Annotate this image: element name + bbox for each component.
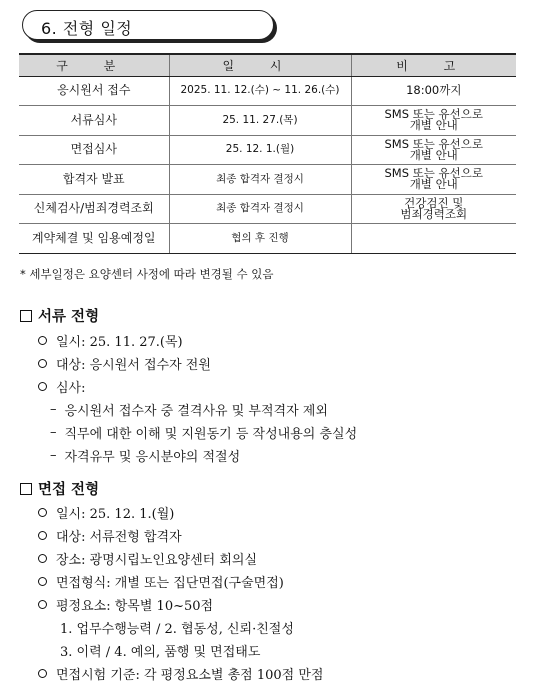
cell-note bbox=[351, 135, 516, 165]
list-item-text: 장소: 광명시립노인요양센터 회의실 bbox=[56, 553, 258, 568]
circle-bullet-icon bbox=[38, 554, 47, 563]
list-item-text: 평정요소: 항목별 10~50점 bbox=[56, 599, 214, 614]
list-item bbox=[38, 377, 86, 396]
header-category: 구 분 bbox=[19, 54, 169, 76]
section-title-box bbox=[22, 10, 274, 40]
circle-bullet-icon bbox=[38, 359, 47, 368]
interview-heading-row bbox=[20, 478, 99, 499]
list-item bbox=[38, 572, 284, 591]
dash-bullet-icon: – bbox=[50, 425, 57, 440]
table-row bbox=[19, 106, 516, 136]
cell-category: 계약체결 및 임용예정일 bbox=[19, 224, 169, 254]
cell-note bbox=[351, 76, 516, 106]
criteria-line: 1. 업무수행능력 / 2. 협동성, 신뢰·친절성 bbox=[60, 622, 294, 637]
note-line: 18:00까지 bbox=[406, 83, 462, 98]
table-row bbox=[19, 135, 516, 165]
circle-bullet-icon bbox=[38, 669, 47, 678]
dash-bullet-icon: – bbox=[50, 402, 57, 417]
circle-bullet-icon bbox=[38, 577, 47, 586]
table-row bbox=[19, 194, 516, 224]
list-item bbox=[38, 331, 183, 350]
list-item bbox=[38, 503, 174, 522]
list-item-text: 일시: 25. 12. 1.(월) bbox=[56, 507, 175, 522]
doc-review-heading-row bbox=[20, 305, 99, 326]
interview-heading: 면접 전형 bbox=[38, 481, 100, 498]
sub-list-item bbox=[50, 446, 240, 465]
criteria-line: 3. 이력 / 4. 예의, 품행 및 면접태도 bbox=[60, 645, 261, 660]
cell-category: 응시원서 접수 bbox=[19, 76, 169, 106]
sub-list-item bbox=[50, 423, 357, 442]
note-line: SMS 또는 유선으로 bbox=[384, 166, 483, 181]
cell-category: 합격자 발표 bbox=[19, 165, 169, 195]
sub-list-item-text: 자격유무 및 응시분야의 적절성 bbox=[64, 450, 241, 465]
table-header-row bbox=[19, 54, 516, 76]
circle-bullet-icon bbox=[38, 531, 47, 540]
list-item-text: 대상: 서류전형 합격자 bbox=[56, 530, 182, 545]
cell-category: 서류심사 bbox=[19, 106, 169, 136]
table-row bbox=[19, 165, 516, 195]
note-line: 범죄경력조회 bbox=[400, 206, 468, 221]
schedule-table bbox=[19, 53, 516, 254]
list-item bbox=[38, 664, 323, 683]
list-item-text: 면접시험 기준: 각 평정요소별 총점 100점 만점 bbox=[56, 668, 324, 683]
cell-date: 최종 합격자 결정시 bbox=[169, 165, 351, 195]
cell-note bbox=[351, 224, 516, 254]
table-row bbox=[19, 76, 516, 106]
section-title: 6. 전형 일정 bbox=[41, 19, 133, 38]
circle-bullet-icon bbox=[38, 336, 47, 345]
schedule-footnote: * 세부일정은 요양센터 사정에 따라 변경될 수 있음 bbox=[20, 267, 274, 281]
sub-list-item-text: 응시원서 접수자 중 결격사유 및 부적격자 제외 bbox=[64, 404, 328, 419]
table-row bbox=[19, 224, 516, 254]
list-item-text: 일시: 25. 11. 27.(목) bbox=[56, 335, 183, 350]
list-item bbox=[38, 526, 182, 545]
header-date: 일 시 bbox=[169, 54, 351, 76]
list-item bbox=[38, 354, 211, 373]
header-note: 비 고 bbox=[351, 54, 516, 76]
note-line: 건강검진 및 bbox=[404, 195, 464, 210]
circle-bullet-icon bbox=[38, 382, 47, 391]
cell-date: 25. 12. 1.(월) bbox=[169, 135, 351, 165]
list-item bbox=[38, 549, 257, 568]
cell-date: 최종 합격자 결정시 bbox=[169, 194, 351, 224]
cell-date: 협의 후 진행 bbox=[169, 224, 351, 254]
cell-note bbox=[351, 194, 516, 224]
list-item bbox=[38, 595, 213, 614]
sub-list-item-text: 직무에 대한 이해 및 지원동기 등 작성내용의 충실성 bbox=[64, 427, 358, 442]
note-line: 개별 안내 bbox=[409, 177, 458, 192]
cell-note bbox=[351, 165, 516, 195]
dash-bullet-icon: – bbox=[50, 448, 57, 463]
note-line: SMS 또는 유선으로 bbox=[384, 136, 483, 151]
cell-category: 면접심사 bbox=[19, 135, 169, 165]
cell-category: 신체검사/범죄경력조회 bbox=[19, 194, 169, 224]
note-line: 개별 안내 bbox=[409, 118, 458, 133]
note-line: SMS 또는 유선으로 bbox=[384, 107, 483, 122]
cell-date: 2025. 11. 12.(수) ~ 11. 26.(수) bbox=[169, 76, 351, 106]
list-item-text: 심사: bbox=[56, 381, 86, 396]
note-line: 개별 안내 bbox=[409, 147, 458, 162]
checkbox-square-icon bbox=[20, 483, 32, 495]
circle-bullet-icon bbox=[38, 600, 47, 609]
list-item-text: 면접형식: 개별 또는 집단면접(구술면접) bbox=[56, 576, 284, 591]
circle-bullet-icon bbox=[38, 508, 47, 517]
cell-note bbox=[351, 106, 516, 136]
list-item-text: 대상: 응시원서 접수자 전원 bbox=[56, 358, 211, 373]
checkbox-square-icon bbox=[20, 310, 32, 322]
cell-date: 25. 11. 27.(목) bbox=[169, 106, 351, 136]
doc-review-heading: 서류 전형 bbox=[38, 308, 100, 325]
sub-list-item bbox=[50, 400, 328, 419]
